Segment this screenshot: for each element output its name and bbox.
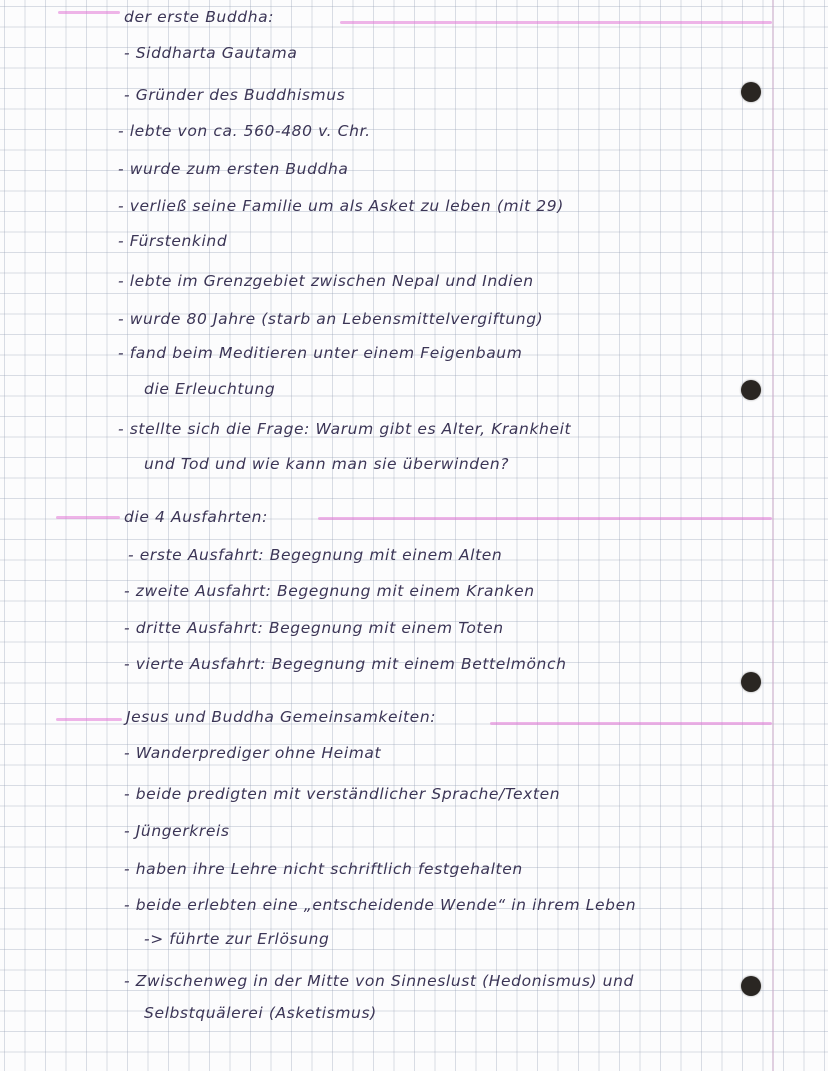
heading-highlight-right: [340, 21, 772, 24]
punch-hole: [741, 672, 761, 692]
note-line: - haben ihre Lehre nicht schriftlich festgehalten: [124, 860, 523, 878]
punch-hole: [741, 82, 761, 102]
note-line: - beide erlebten eine „entscheidende Wende“ in ihrem Leben: [124, 896, 637, 914]
heading-highlight-left: [56, 718, 122, 721]
note-line: - vierte Ausfahrt: Begegnung mit einem Bettelmönch: [124, 655, 567, 673]
note-line: - Siddharta Gautama: [124, 44, 298, 62]
section-heading-gemeinsamkeiten: Jesus und Buddha Gemeinsamkeiten:: [126, 708, 437, 726]
note-line: - Fürstenkind: [118, 232, 228, 250]
heading-highlight-left: [56, 516, 120, 519]
note-line: Selbstquälerei (Asketismus): [144, 1004, 377, 1022]
punch-hole: [741, 380, 761, 400]
section-heading-buddha: der erste Buddha:: [124, 8, 275, 26]
note-line: - lebte von ca. 560-480 v. Chr.: [118, 122, 371, 140]
note-line: - wurde zum ersten Buddha: [118, 160, 349, 178]
note-line: - dritte Ausfahrt: Begegnung mit einem Toten: [124, 619, 504, 637]
note-line: - fand beim Meditieren unter einem Feigenbaum: [118, 344, 523, 362]
note-line: - lebte im Grenzgebiet zwischen Nepal und Indien: [118, 272, 534, 290]
note-line: -> führte zur Erlösung: [144, 930, 330, 948]
heading-highlight-right: [318, 517, 772, 520]
note-line: - erste Ausfahrt: Begegnung mit einem Alten: [128, 546, 503, 564]
note-line: - stellte sich die Frage: Warum gibt es Alter, Krankheit: [118, 420, 572, 438]
section-heading-ausfahrten: die 4 Ausfahrten:: [124, 508, 268, 526]
note-line: - beide predigten mit verständlicher Sprache/Texten: [124, 785, 561, 803]
note-line: - verließ seine Familie um als Asket zu leben (mit 29): [118, 197, 564, 215]
note-line: - Zwischenweg in der Mitte von Sinneslust (Hedonismus) und: [124, 972, 634, 990]
punch-hole: [741, 976, 761, 996]
note-line: und Tod und wie kann man sie überwinden?: [144, 455, 510, 473]
margin-line: [772, 0, 774, 1071]
heading-highlight-left: [58, 11, 120, 14]
note-line: die Erleuchtung: [144, 380, 276, 398]
note-line: - Wanderprediger ohne Heimat: [124, 744, 382, 762]
note-line: - wurde 80 Jahre (starb an Lebensmittelvergiftung): [118, 310, 544, 328]
note-line: - zweite Ausfahrt: Begegnung mit einem Kranken: [124, 582, 535, 600]
heading-highlight-right: [490, 722, 772, 725]
note-line: - Gründer des Buddhismus: [124, 86, 346, 104]
note-line: - Jüngerkreis: [124, 822, 230, 840]
